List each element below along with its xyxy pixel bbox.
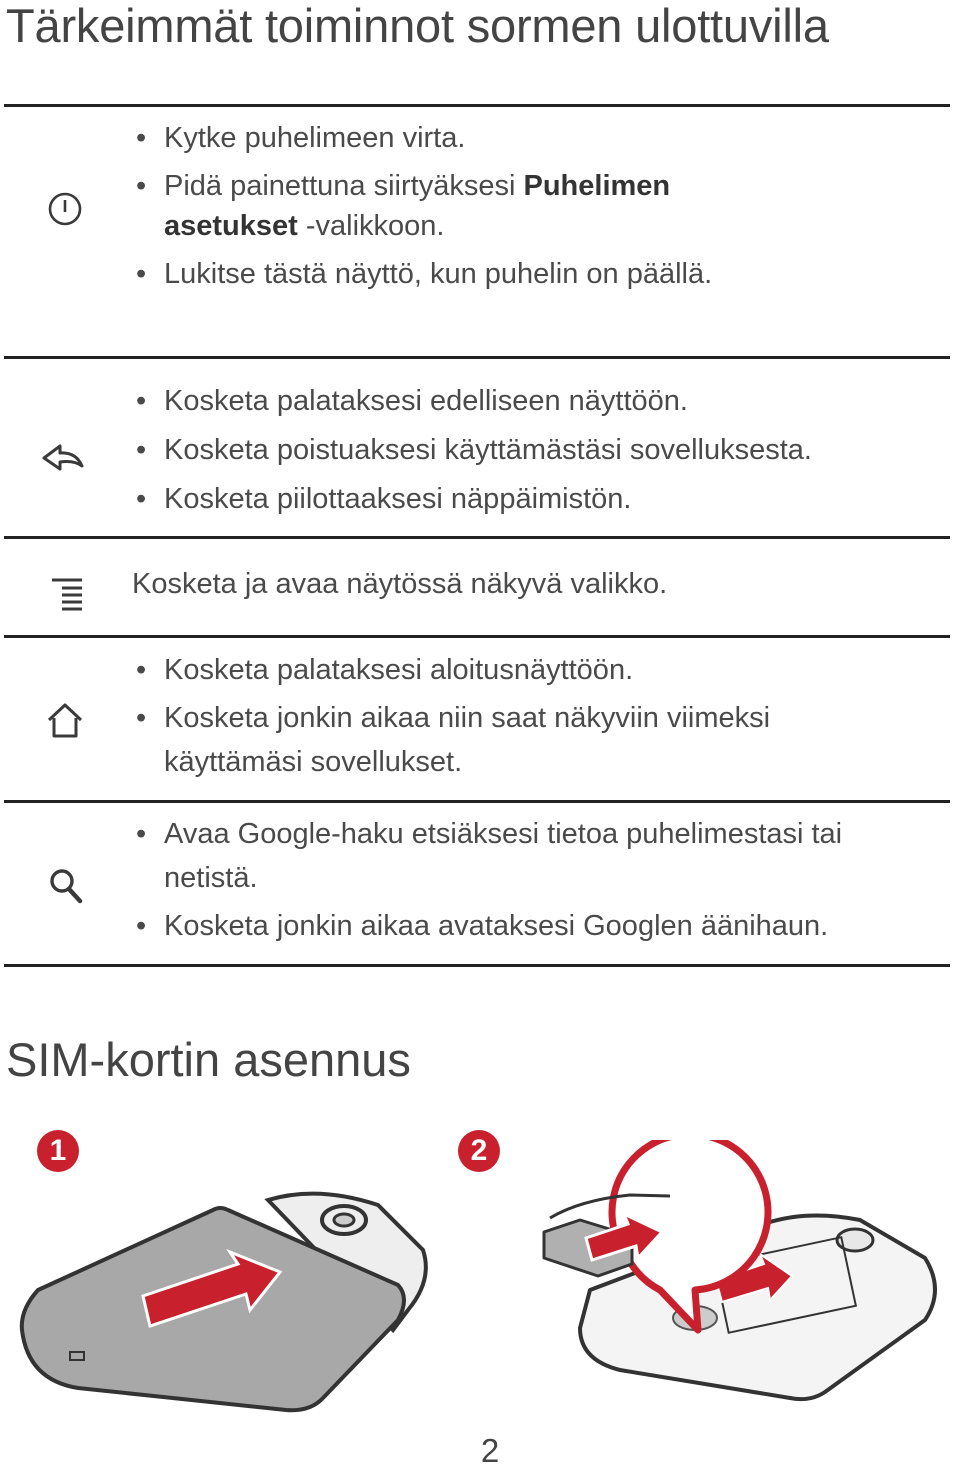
back-key-list bbox=[134, 380, 934, 520]
settings-menu-name-part2: asetukset bbox=[164, 210, 298, 242]
search-key-list bbox=[134, 812, 934, 948]
menu-key-description: Kosketa ja avaa näytössä näkyvä valikko. bbox=[132, 568, 668, 600]
divider bbox=[4, 356, 950, 359]
power-icon bbox=[40, 184, 90, 234]
page-number: 2 bbox=[480, 1432, 500, 1469]
battery-cover-removal-illustration bbox=[18, 1180, 438, 1420]
divider bbox=[4, 800, 950, 803]
menu-icon bbox=[40, 568, 90, 618]
section-heading: SIM-kortin asennus bbox=[6, 1033, 411, 1086]
list-item: • Avaa Google-haku etsiäksesi tietoa puhelimestasi tai netistä. bbox=[134, 812, 924, 900]
home-key-list bbox=[134, 648, 934, 784]
list-item: • Kytke puhelimeen virta. bbox=[134, 118, 934, 158]
sim-card-insertion-illustration bbox=[520, 1140, 950, 1410]
list-item: • Kosketa poistuaksesi käyttämästäsi sovelluksesta. bbox=[134, 429, 934, 471]
divider bbox=[4, 536, 950, 539]
power-key-list bbox=[134, 118, 934, 294]
search-icon bbox=[40, 860, 90, 910]
list-item: • Kosketa jonkin aikaa niin saat näkyviin viimeksi käyttämäsi sovellukset. bbox=[134, 696, 854, 784]
list-item bbox=[134, 166, 934, 246]
list-item: • Kosketa jonkin aikaa avataksesi Googlen äänihaun. bbox=[134, 904, 934, 948]
list-item: • Kosketa palataksesi aloitusnäyttöön. bbox=[134, 648, 934, 692]
long-press-prefix: Pidä painettuna siirtyäksesi bbox=[164, 170, 524, 202]
page-title: Tärkeimmät toiminnot sormen ulottuvilla bbox=[6, 0, 829, 52]
list-item: • Kosketa palataksesi edelliseen näyttöön. bbox=[134, 380, 934, 422]
list-item: • Lukitse tästä näyttö, kun puhelin on päällä. bbox=[134, 254, 934, 294]
list-item: • Kosketa piilottaaksesi näppäimistön. bbox=[134, 478, 934, 520]
divider bbox=[4, 104, 950, 107]
divider bbox=[4, 635, 950, 638]
divider bbox=[4, 964, 950, 967]
home-icon bbox=[40, 696, 90, 746]
long-press-suffix: -valikkoon. bbox=[297, 210, 445, 242]
settings-menu-name-part1: Puhelimen bbox=[523, 170, 671, 202]
back-arrow-icon bbox=[40, 434, 90, 484]
step-number-badge: 2 bbox=[458, 1130, 500, 1172]
step-number-badge: 1 bbox=[37, 1130, 79, 1172]
